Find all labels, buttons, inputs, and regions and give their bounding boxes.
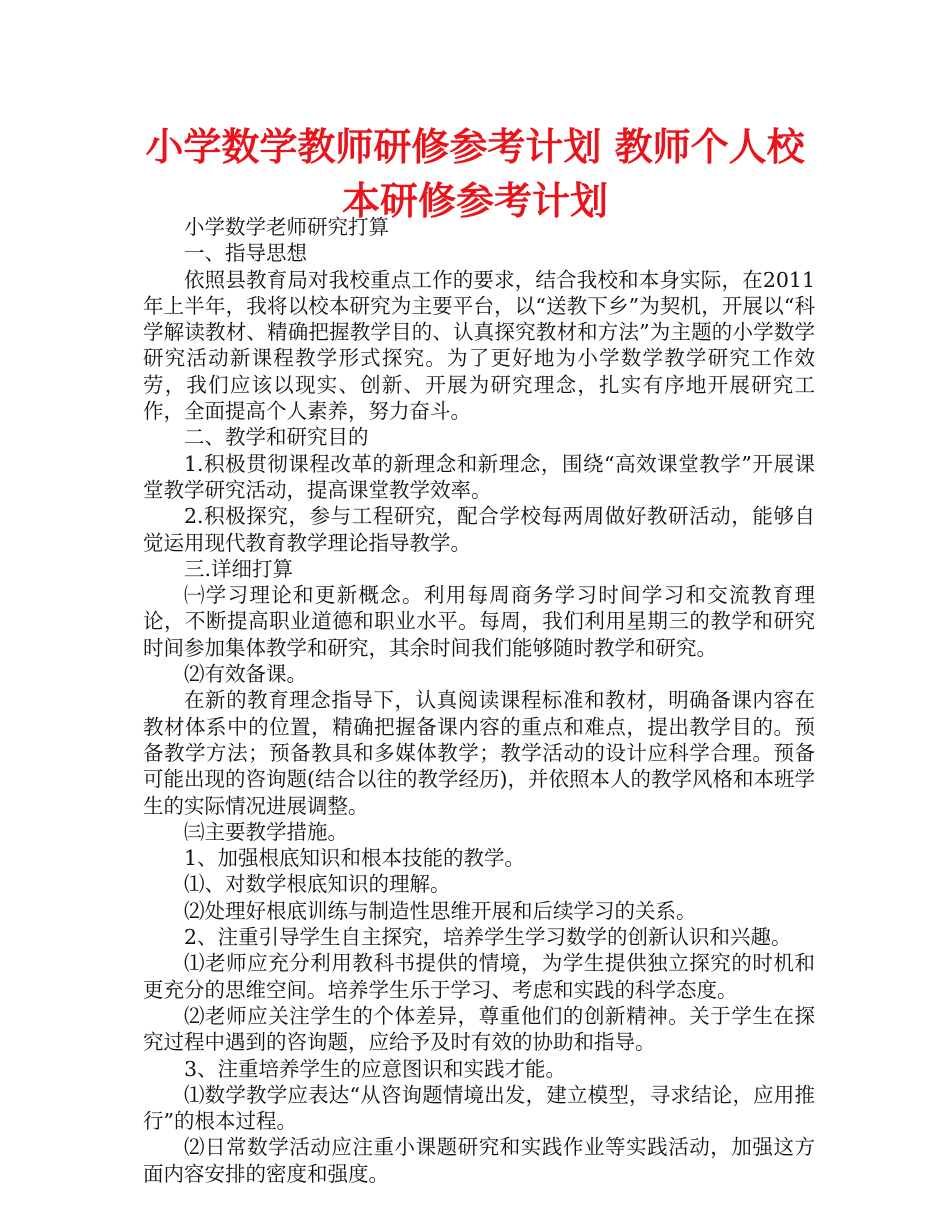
paragraph: 在新的教育理念指导下，认真阅读课程标准和教材，明确备课内容在教材体系中的位置，精确把握备课内容的重点和难点，提出教学目的。预备教学方法；预备教具和多媒体教学；教学活动的设计应科学合理。预备可能出现的咨询题(结合以往的教学经历)，并依照本人的教学风格和本班学生的实际情况进展调整。 xyxy=(143,688,815,818)
paragraph: ㈠学习理论和更新概念。利用每周商务学习时间学习和交流教育理论，不断提高职业道德和职业水平。每周，我们利用星期三的教学和研究时间参加集体教学和研究，其余时间我们能够随时教学和研究。 xyxy=(143,583,815,660)
paragraph: ⑵处理好根底训练与制造性思维开展和后续学习的关系。 xyxy=(184,898,697,923)
paragraph: 2.积极探究，参与工程研究，配合学校每两周做好教研活动，能够自觉运用现代教育教学理论指导教学。 xyxy=(143,504,815,555)
paragraph: ⑵日常数学活动应注重小课题研究和实践作业等实践活动，加强这方面内容安排的密度和强度。 xyxy=(143,1135,815,1186)
paragraph: 2、注重引导学生自主探究，培养学生学习数学的创新认识和兴趣。 xyxy=(184,925,792,950)
paragraph: 小学数学老师研究打算 xyxy=(184,215,389,239)
section-heading: 三.详细打算 xyxy=(184,556,294,581)
paragraph: 依照县教育局对我校重点工作的要求，结合我校和本身实际，在2011年上半年，我将以校本研究为主要平台，以“送教下乡”为契机，开展以“科学解读教材、精确把握教学目的、认真探究教材和方法”为主题的小学数学研究活动新课程教学形式探究。为了更好地为小学数学教学研究工作效劳，我们应该以现实、创新、开展为研究理念，扎实有序地开展研究工作，全面提高个人素养，努力奋斗。 xyxy=(143,267,815,424)
document-title: 小学数学教师研修参考计划 教师个人校本研修参考计划 xyxy=(145,125,805,223)
paragraph: ⑵老师应关注学生的个体差异，尊重他们的创新精神。关于学生在探究过程中遇到的咨询题，应给予及时有效的协助和指导。 xyxy=(143,1003,815,1055)
paragraph: ⑴数学教学应表达“从咨询题情境出发，建立模型，寻求结论，应用推行”的根本过程。 xyxy=(143,1082,815,1134)
paragraph: 3、注重培养学生的应意图识和实践才能。 xyxy=(184,1056,567,1081)
section-heading: 二、教学和研究目的 xyxy=(184,425,369,450)
paragraph: ㈢主要教学措施。 xyxy=(184,819,348,844)
paragraph: 1、加强根底知识和根本技能的教学。 xyxy=(184,846,526,871)
document-body xyxy=(143,214,815,1187)
paragraph: ⑵有效备课。 xyxy=(184,662,307,687)
section-heading: 一、指导思想 xyxy=(184,241,307,266)
paragraph: ⑴、对数学根底知识的理解。 xyxy=(184,872,451,897)
paragraph: ⑴老师应充分利用教科书提供的情境，为学生提供独立探究的时机和更充分的思维空间。培养学生乐于学习、考虑和实践的科学态度。 xyxy=(143,951,815,1002)
paragraph: 1.积极贯彻课程改革的新理念和新理念，围绕“高效课堂教学”开展课堂教学研究活动，提高课堂教学效率。 xyxy=(143,451,815,502)
